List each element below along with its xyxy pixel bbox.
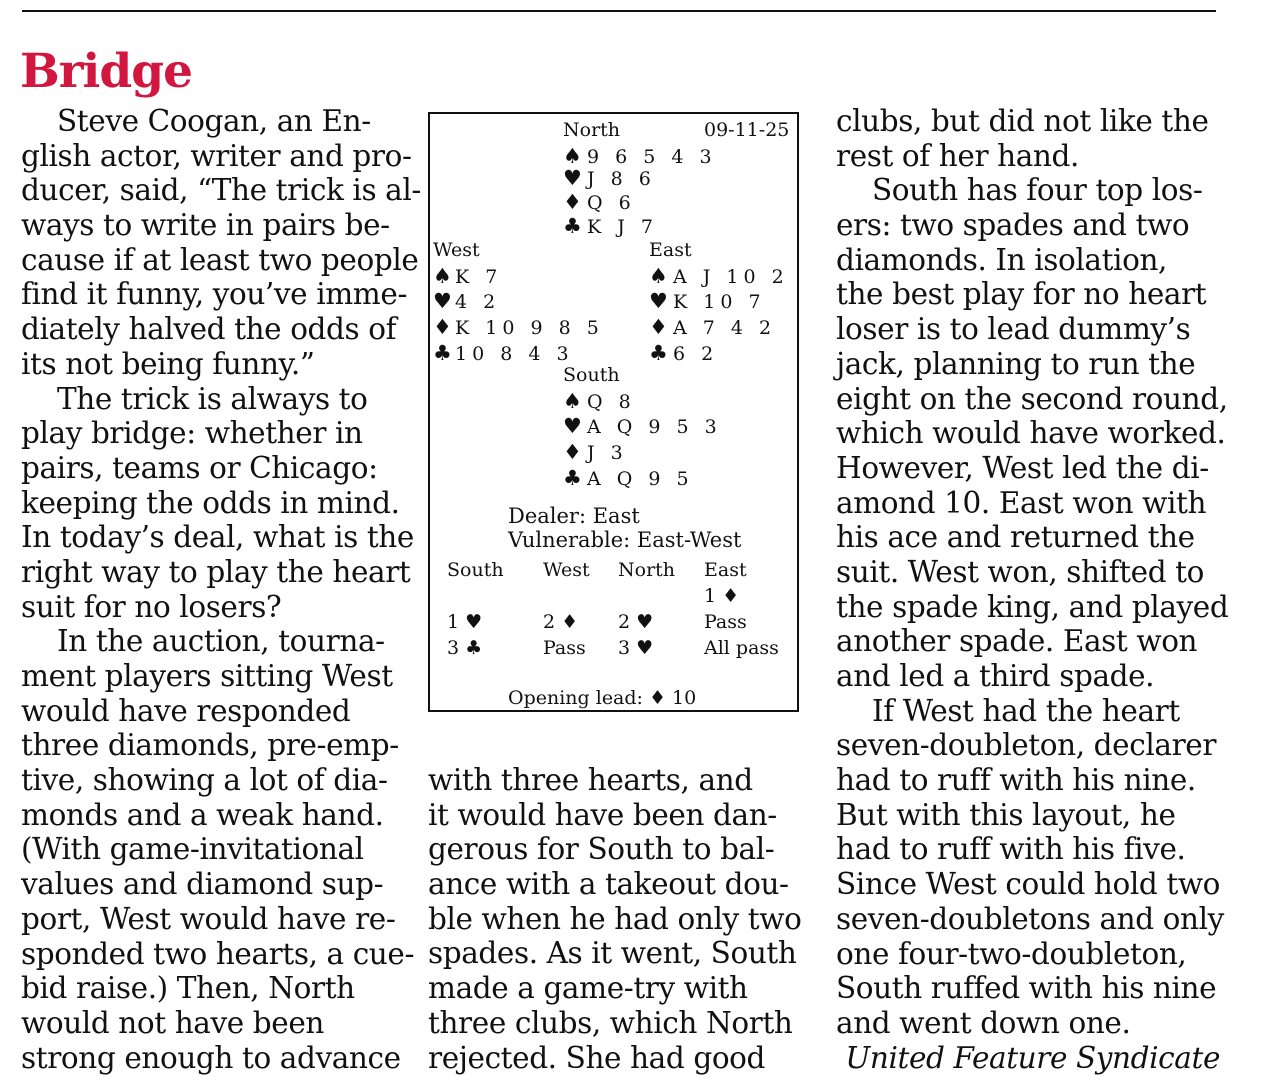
text-line: which would have worked. (836, 416, 1226, 451)
text-line: and went down one. (836, 1005, 1131, 1040)
auction-cell: 2 ♦ (543, 611, 579, 633)
text-line: would not have been (21, 1005, 324, 1040)
auction-header-west: West (543, 559, 590, 581)
auction-cell: Pass (704, 611, 747, 633)
text-line: the best play for no heart (836, 277, 1207, 312)
auction-header-east: East (704, 559, 747, 581)
west-label: West (433, 239, 480, 261)
club-icon: ♣ (649, 341, 668, 365)
vulnerable-line: Vulnerable: East-West (508, 528, 742, 552)
text-line: In the auction, tourna- (57, 624, 385, 659)
auction-cell: 1 ♦ (704, 585, 740, 607)
text-line: glish actor, writer and pro- (21, 138, 412, 173)
text-line: amond 10. East won with (836, 485, 1207, 520)
text-line: values and diamond sup- (21, 867, 384, 902)
text-line: play bridge: whether in (21, 416, 363, 451)
west-clubs: ♣ 10 8 4 3 (433, 341, 574, 365)
text-line: his ace and returned the (836, 520, 1195, 555)
diamond-icon: ♦ (433, 315, 452, 339)
auction-cell: 3 ♣ (447, 637, 483, 659)
club-icon: ♣ (433, 341, 452, 365)
heart-icon: ♥ (563, 414, 582, 438)
text-line: In today’s deal, what is the (21, 520, 414, 555)
text-column-3 (836, 104, 1229, 1075)
text-line: bid raise.) Then, North (21, 971, 355, 1006)
north-diamonds: ♦ Q 6 (563, 190, 636, 214)
text-line: would have responded (21, 693, 351, 728)
auction-cell: 3 ♥ (618, 637, 654, 659)
text-line: strong enough to advance (21, 1040, 401, 1075)
text-line: But with this layout, he (836, 797, 1176, 832)
diamond-icon: ♦ (563, 440, 582, 464)
east-hearts: ♥ K 10 7 (649, 289, 766, 313)
text-line: rest of her hand. (836, 138, 1079, 173)
text-line: one four-two-doubleton, (836, 936, 1187, 971)
text-line: keeping the odds in mind. (21, 485, 400, 520)
west-spades: ♠ K 7 (433, 264, 503, 288)
text-line: gerous for South to bal- (428, 832, 775, 867)
south-hearts: ♥ A Q 9 5 3 (563, 414, 722, 438)
text-line: right way to play the heart (21, 554, 411, 589)
text-line: eight on the second round, (836, 381, 1228, 416)
text-line: seven-doubleton, declarer (836, 728, 1217, 763)
text-line: South ruffed with his nine (836, 971, 1217, 1006)
diamond-icon: ♦ (649, 315, 668, 339)
text-line: rejected. She had good (428, 1040, 766, 1075)
text-line: three clubs, which North (428, 1005, 793, 1040)
text-line: ment players sitting West (21, 659, 393, 693)
south-spades: ♠ Q 8 (563, 389, 636, 413)
north-hearts: ♥ J 8 6 (563, 166, 656, 190)
south-clubs: ♣ A Q 9 5 (563, 466, 694, 490)
text-line: made a game-try with (428, 971, 748, 1006)
auction-cell: 1 ♥ (447, 611, 483, 633)
west-diamonds: ♦ K 10 9 8 5 (433, 315, 604, 339)
text-line: suit. West won, shifted to (836, 554, 1204, 589)
text-column-2 (428, 763, 814, 1075)
club-icon: ♣ (563, 214, 582, 238)
text-line: ducer, said, “The trick is al- (21, 173, 421, 208)
text-line: find it funny, you’ve imme- (21, 277, 408, 312)
south-label: South (563, 364, 620, 386)
text-line: monds and a weak hand. (21, 797, 384, 832)
spade-icon: ♠ (563, 144, 582, 168)
bridge-deal-diagram (428, 112, 799, 712)
text-line: pairs, teams or Chicago: (21, 450, 378, 485)
south-diamonds: ♦ J 3 (563, 440, 628, 464)
east-diamonds: ♦ A 7 4 2 (649, 315, 777, 339)
auction-header-south: South (447, 559, 504, 581)
opening-lead: Opening lead: ♦ 10 (508, 687, 697, 709)
west-hearts: ♥ 4 2 (433, 289, 501, 313)
syndicate-credit: United Feature Syndicate (845, 1040, 1220, 1075)
text-column-1 (21, 104, 421, 1075)
text-line: had to ruff with his nine. (836, 763, 1196, 798)
text-line: with three hearts, and (428, 763, 753, 797)
text-line: cause if at least two people (21, 242, 419, 277)
text-line: diately halved the odds of (21, 312, 397, 347)
text-line: However, West led the di- (836, 450, 1209, 485)
heart-icon: ♥ (649, 289, 668, 313)
text-line: three diamonds, pre-emp- (21, 728, 399, 763)
text-line: The trick is always to (57, 381, 368, 416)
north-spades: ♠ 9 6 5 4 3 (563, 144, 717, 168)
text-line: suit for no losers? (21, 589, 282, 624)
heart-icon: ♥ (563, 166, 582, 190)
text-line: clubs, but did not like the (836, 104, 1209, 138)
text-line: Since West could hold two (836, 867, 1221, 902)
auction-cell: Pass (543, 637, 586, 659)
text-line: had to ruff with his five. (836, 832, 1186, 867)
text-line: (With game-invitational (21, 832, 364, 867)
spade-icon: ♠ (433, 264, 452, 288)
north-label: North (563, 119, 621, 141)
diamond-icon: ♦ (563, 190, 582, 214)
text-line: ance with a takeout dou- (428, 867, 789, 902)
text-line: another spade. East won (836, 624, 1198, 659)
text-line: the spade king, and played (836, 589, 1229, 624)
text-line: ble when he had only two (428, 901, 802, 936)
dealer-line: Dealer: East (508, 504, 640, 528)
spade-icon: ♠ (649, 264, 668, 288)
text-line: jack, planning to run the (836, 346, 1196, 381)
top-rule (22, 10, 1216, 12)
text-line: South has four top los- (872, 173, 1203, 208)
text-line: its not being funny.” (21, 346, 315, 381)
text-line: spades. As it went, South (428, 936, 797, 971)
auction-header-north: North (618, 559, 676, 581)
north-clubs: ♣ K J 7 (563, 214, 658, 238)
text-line: seven-doubletons and only (836, 901, 1224, 936)
text-line: and led a third spade. (836, 659, 1155, 693)
auction-cell: All pass (704, 637, 779, 659)
auction-cell: 2 ♥ (618, 611, 654, 633)
text-line: port, West would have re- (21, 901, 396, 936)
text-line: tive, showing a lot of dia- (21, 763, 388, 798)
page-title: Bridge (20, 44, 192, 99)
text-line: If West had the heart (872, 693, 1180, 728)
club-icon: ♣ (563, 466, 582, 490)
text-line: ways to write in pairs be- (21, 208, 390, 243)
heart-icon: ♥ (433, 289, 452, 313)
text-line: loser is to lead dummy’s (836, 312, 1191, 347)
text-line: sponded two hearts, a cue- (21, 936, 415, 971)
spade-icon: ♠ (563, 389, 582, 413)
text-line: diamonds. In isolation, (836, 242, 1168, 277)
text-line: Steve Coogan, an En- (57, 104, 371, 138)
east-clubs: ♣ 6 2 (649, 341, 719, 365)
east-spades: ♠ A J 10 2 (649, 264, 789, 288)
east-label: East (649, 239, 692, 261)
deal-date: 09-11-25 (704, 119, 790, 141)
text-line: ers: two spades and two (836, 208, 1190, 243)
text-line: it would have been dan- (428, 797, 777, 832)
